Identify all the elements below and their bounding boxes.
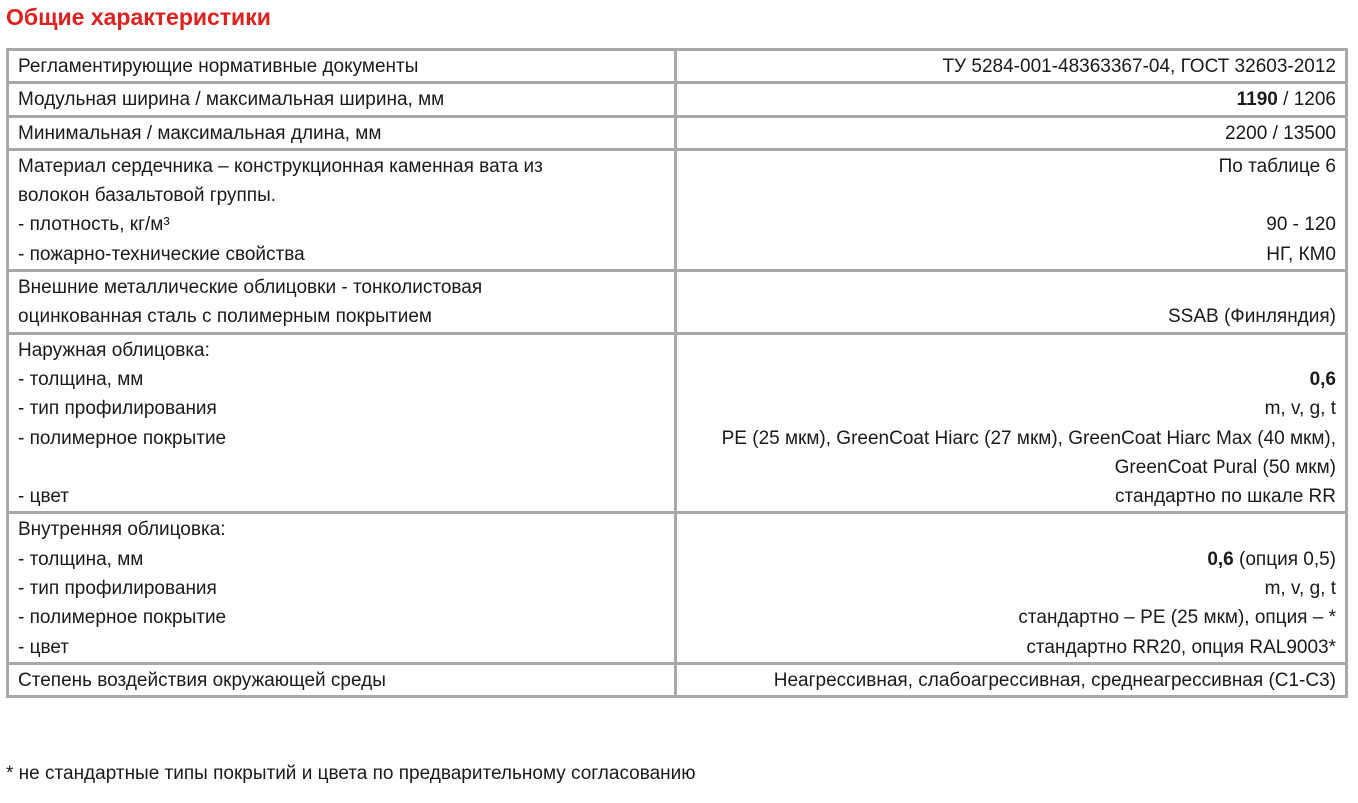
outer-coating-value: PE (25 мкм), GreenCoat Hiarc (27 мкм), GreenCoat Hiarc Max (40 мкм), GreenCoat Pural (50 мкм) xyxy=(721,427,1336,478)
inner-thickness-value: 0,6 xyxy=(1207,548,1234,570)
inner-coating-value: стандартно – PE (25 мкм), опция – * xyxy=(1018,607,1336,629)
core-material-value: По таблице 6 xyxy=(1218,155,1336,177)
core-density-value: 90 - 120 xyxy=(1266,214,1336,236)
table-row xyxy=(8,271,1347,334)
page-title: Общие характеристики xyxy=(6,4,271,30)
outer-thickness-label: - толщина, мм xyxy=(18,368,144,390)
inner-profile-value: m, v, g, t xyxy=(1264,578,1336,600)
max-width-value: / 1206 xyxy=(1277,89,1336,111)
inner-color-value: стандартно RR20, опция RAL9003* xyxy=(1026,636,1336,658)
table-row xyxy=(8,663,1347,696)
inner-thickness-label: - толщина, мм xyxy=(18,548,144,570)
outer-color-value: стандартно по шкале RR xyxy=(1115,486,1336,508)
inner-cladding-values xyxy=(676,513,1347,663)
inner-coating-label: - полимерное покрытие xyxy=(18,607,227,629)
outer-profile-label: - тип профилирования xyxy=(18,398,217,420)
footnote: * не стандартные типы покрытий и цвета по предварительному согласованию xyxy=(6,763,696,784)
core-values xyxy=(676,149,1347,270)
table-row xyxy=(8,333,1347,513)
environment-value: Неагрессивная, слабоагрессивная, среднеагрессивная (С1-С3) xyxy=(676,663,1347,696)
outer-heading: Наружная облицовка: xyxy=(18,339,210,361)
core-label xyxy=(8,149,676,270)
modular-width-value: 1190 xyxy=(1236,89,1278,111)
environment-label: Степень воздействия окружающей среды xyxy=(8,663,676,696)
outer-thickness-value: 0,6 xyxy=(1309,368,1336,390)
inner-heading: Внутренняя облицовка: xyxy=(18,519,226,541)
width-value xyxy=(676,83,1347,116)
inner-profile-label: - тип профилирования xyxy=(18,578,217,600)
outer-profile-value: m, v, g, t xyxy=(1264,398,1336,420)
core-material-label-line2: волокон базальтовой группы. xyxy=(18,185,277,207)
core-fire-value: НГ, КМ0 xyxy=(1266,243,1336,265)
length-label: Минимальная / максимальная длина, мм xyxy=(8,116,676,149)
inner-thickness-option: (опция 0,5) xyxy=(1233,548,1336,570)
core-fire-label: - пожарно-технические свойства xyxy=(18,243,305,265)
inner-cladding-labels xyxy=(8,513,676,663)
docs-value: ТУ 5284-001-48363367-04, ГОСТ 32603-2012 xyxy=(676,50,1347,83)
table-row xyxy=(8,149,1347,270)
outer-coating-label: - полимерное покрытие xyxy=(18,427,227,449)
length-value: 2200 / 13500 xyxy=(676,116,1347,149)
table-row xyxy=(8,513,1347,663)
core-density-label: - плотность, кг/м³ xyxy=(18,214,170,236)
cladding-value: SSAB (Финляндия) xyxy=(676,271,1347,334)
core-material-label-line1: Материал сердечника – конструкционная каменная вата из xyxy=(18,155,543,177)
specifications-table xyxy=(6,48,1348,698)
table-row xyxy=(8,50,1347,83)
docs-label: Регламентирующие нормативные документы xyxy=(8,50,676,83)
table-row xyxy=(8,116,1347,149)
table-row xyxy=(8,83,1347,116)
inner-color-label: - цвет xyxy=(18,636,70,658)
outer-cladding-labels xyxy=(8,333,676,513)
cladding-label: Внешние металлические облицовки - тонколистовая оцинкованная сталь с полимерным покрытием xyxy=(8,271,676,334)
width-label: Модульная ширина / максимальная ширина, мм xyxy=(8,83,676,116)
outer-cladding-values xyxy=(676,333,1347,513)
outer-color-label: - цвет xyxy=(18,486,70,508)
